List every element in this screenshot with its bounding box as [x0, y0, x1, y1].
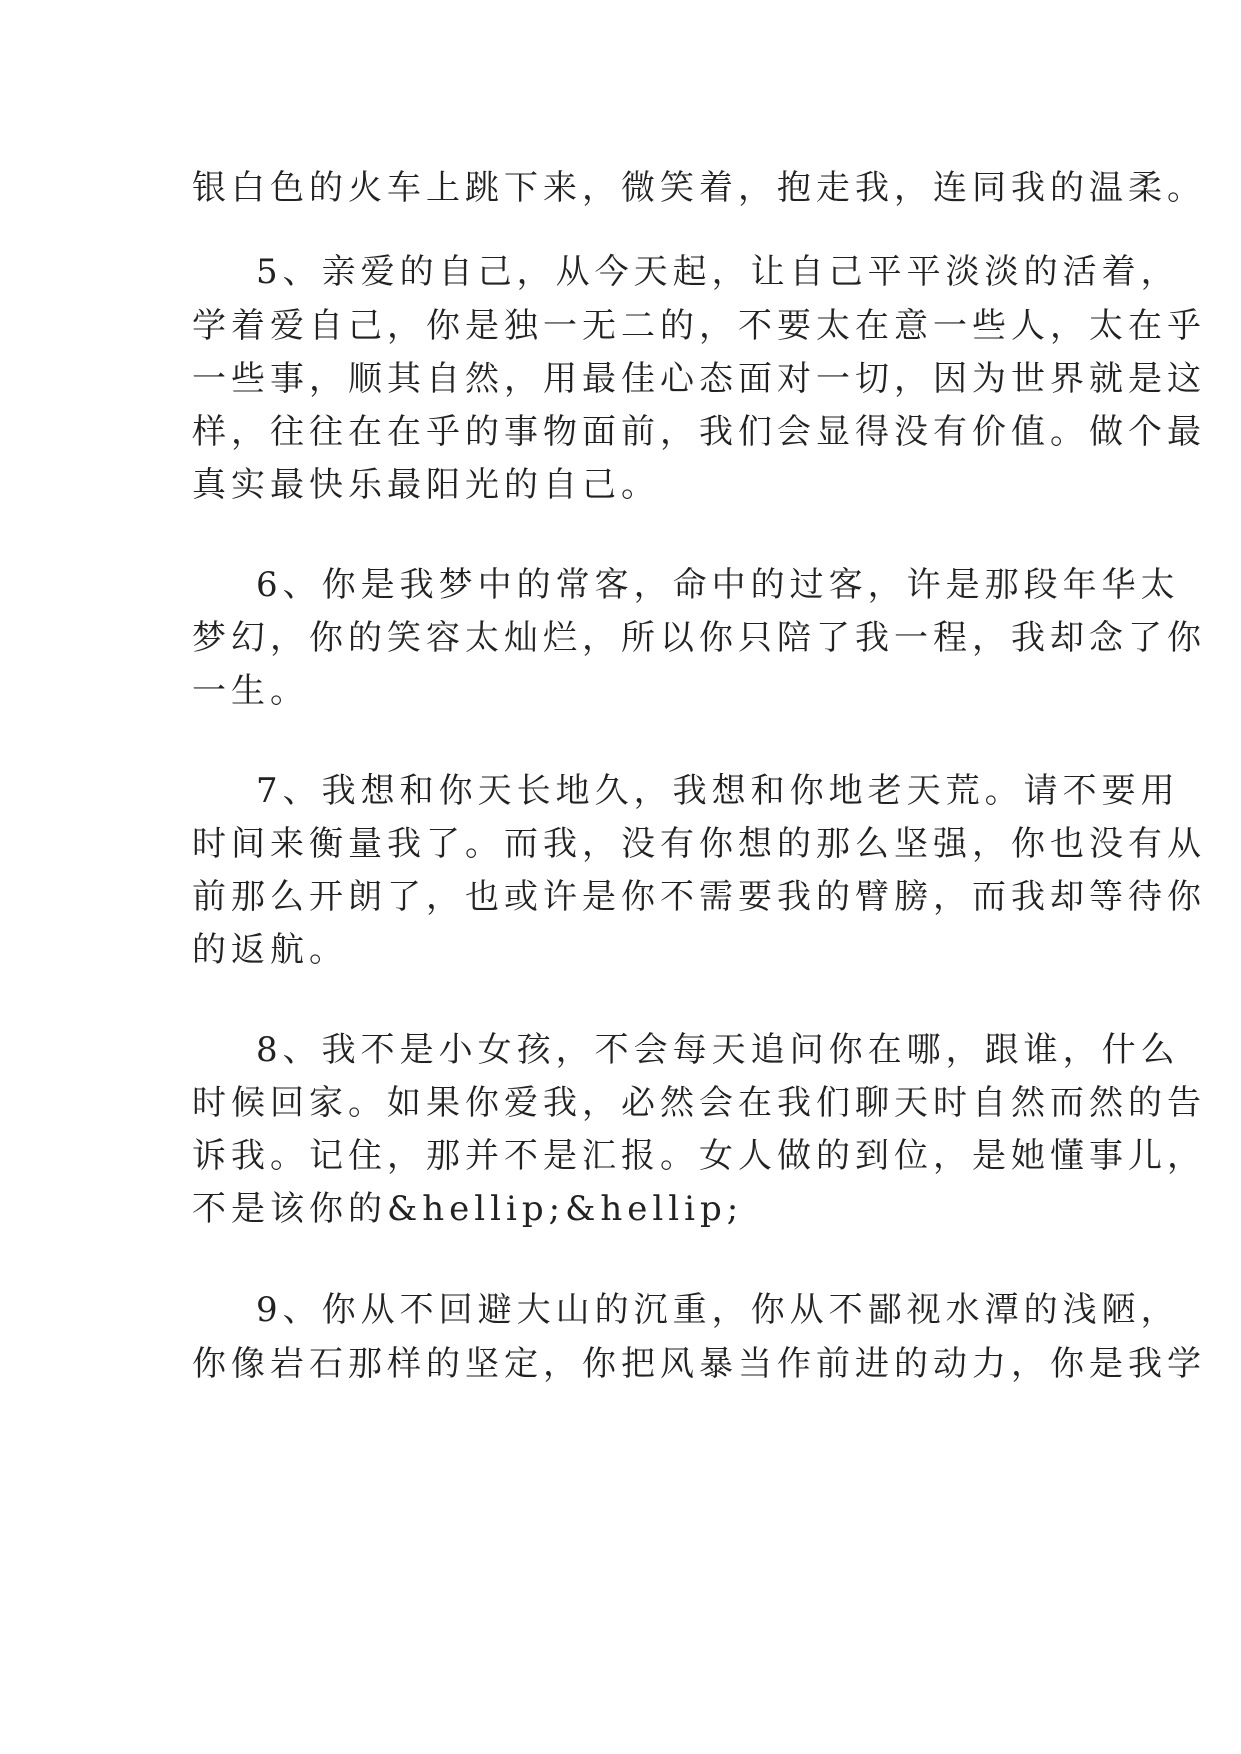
text-line: 诉我。记住，那并不是汇报。女人做的到位，是她懂事儿，: [192, 1136, 1206, 1176]
text-line: 一些事，顺其自然，用最佳心态面对一切，因为世界就是这: [192, 359, 1206, 399]
text-line: 真实最快乐最阳光的自己。: [192, 465, 660, 505]
paragraph-9-first-line: 9、你从不回避大山的沉重，你从不鄙视水潭的浅陋，: [256, 1290, 1180, 1330]
paragraph-8-first-line: 8、我不是小女孩，不会每天追问你在哪，跟谁，什么: [256, 1030, 1180, 1070]
text-line: 一生。: [192, 671, 309, 711]
text-line: 学着爱自己，你是独一无二的，不要太在意一些人，太在乎: [192, 306, 1206, 346]
text-line: 不是该你的&hellip;&hellip;: [192, 1189, 744, 1229]
text-line: 时间来衡量我了。而我，没有你想的那么坚强，你也没有从: [192, 824, 1206, 864]
text-line: 梦幻，你的笑容太灿烂，所以你只陪了我一程，我却念了你: [192, 618, 1206, 658]
text-line: 银白色的火车上跳下来，微笑着，抱走我，连同我的温柔。: [192, 168, 1206, 208]
text-line: 你像岩石那样的坚定，你把风暴当作前进的动力，你是我学: [192, 1344, 1206, 1384]
text-line: 前那么开朗了，也或许是你不需要我的臂膀，而我却等待你: [192, 877, 1206, 917]
paragraph-5-first-line: 5、亲爱的自己，从今天起，让自己平平淡淡的活着，: [256, 252, 1180, 292]
text-line: 时候回家。如果你爱我，必然会在我们聊天时自然而然的告: [192, 1083, 1206, 1123]
text-line: 的返航。: [192, 930, 348, 970]
text-line: 样，往往在在乎的事物面前，我们会显得没有价值。做个最: [192, 412, 1206, 452]
paragraph-6-first-line: 6、你是我梦中的常客，命中的过客，许是那段年华太: [256, 565, 1180, 605]
paragraph-7-first-line: 7、我想和你天长地久，我想和你地老天荒。请不要用: [256, 771, 1180, 811]
